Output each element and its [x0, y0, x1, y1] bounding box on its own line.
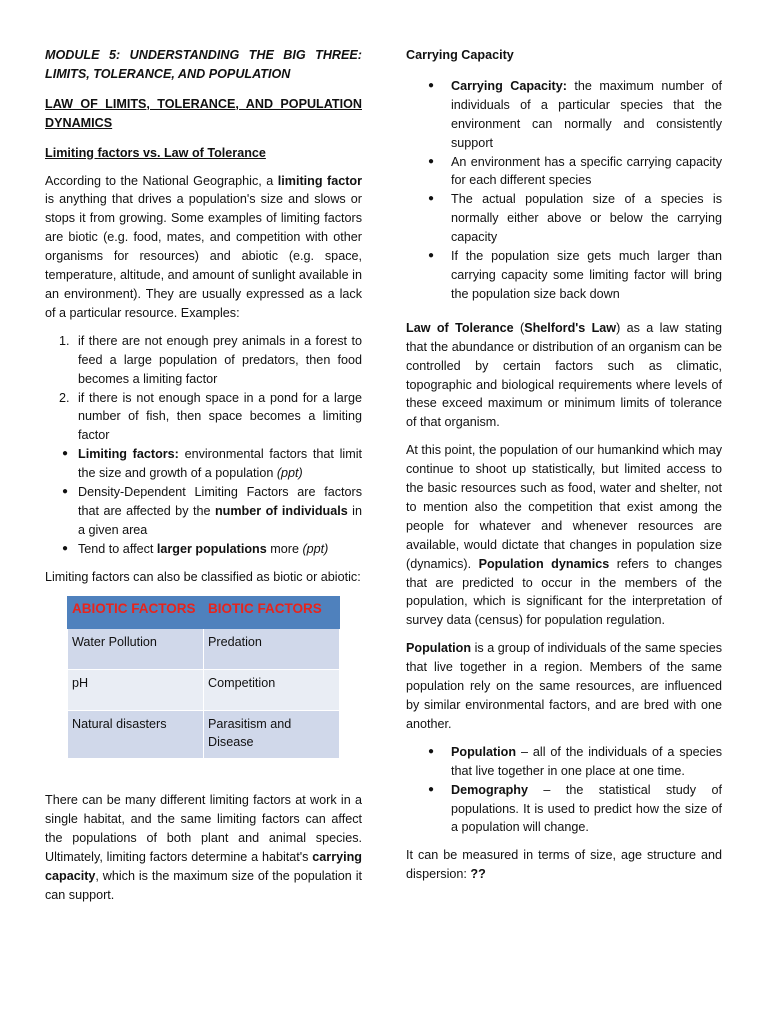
bullet-icon: ● — [62, 448, 69, 460]
bullet-icon: ● — [428, 155, 435, 167]
closing-paragraph: There can be many different limiting factors at work in a single habitat, and the same limiting factors can affect the populations of both plant and animal species. Ultimately, limiting factors determine a habitat's carrying capacity, which is the maximum size of the population it can support. — [45, 793, 362, 902]
measured-paragraph: It can be measured in terms of size, age structure and dispersion: ?? — [406, 848, 722, 882]
factors-table — [67, 596, 340, 760]
table-cell: Water Pollution — [68, 628, 204, 669]
table-header-biotic: BIOTIC FACTORS — [204, 596, 340, 628]
table-intro: Limiting factors can also be classified as biotic or abiotic: — [45, 569, 361, 584]
list-item: 2. if there is not enough space in a pond for a large number of fish, then space becomes a limiting factor — [59, 390, 362, 443]
list-item: ● If the population size gets much larger than carrying capacity some limiting factor will bring the population size back down — [428, 249, 722, 301]
list-item: ● Tend to affect larger populations more (ppt) — [45, 540, 362, 559]
list-item: ● Limiting factors: environmental factors that limit the size and growth of a population (ppt) — [62, 447, 362, 481]
list-item: ● Carrying Capacity: the maximum number of individuals of a particular species that the environment can normally and consistently support — [428, 78, 722, 150]
table-cell: Parasitism and Disease — [204, 710, 340, 759]
bullet-icon: ● — [62, 486, 69, 498]
list-item: ● The actual population size of a species is normally either above or below the carrying capacity — [428, 192, 722, 245]
bullet-icon: ● — [428, 79, 435, 91]
list-item: ● Density-Dependent Limiting Factors are factors that are affected by the number of individuals in a given area — [62, 485, 362, 537]
table-header-abiotic: ABIOTIC FACTORS — [68, 596, 204, 628]
module-title: MODULE 5: UNDERSTANDING THE BIG THREE: LIMITS, TOLERANCE, AND POPULATION — [45, 48, 362, 81]
law-title: LAW OF LIMITS, TOLERANCE, AND POPULATION DYNAMICS — [45, 96, 362, 130]
humankind-paragraph: At this point, the population of our humankind which may continue to shoot up statistically, but limited access to the basic resources such as food, water and shelter, not to mention also the competition that exist among the people for whatever and whenever resources are available, would dictate that changes in population size (dynamics). Population dynamics refers to changes that are predicted to occur in the members of the population, which is significant for the interpretation of survey data (census) for population regulation. — [406, 443, 723, 628]
carrying-capacity-bullets — [406, 77, 722, 304]
bullet-icon: ● — [428, 745, 435, 757]
population-bullets — [406, 743, 722, 838]
examples-list — [45, 332, 362, 445]
bullet-icon: ● — [428, 193, 435, 205]
limiting-bullets — [45, 445, 362, 558]
table-cell: Competition — [204, 669, 340, 710]
table-row — [68, 669, 340, 710]
list-item: 1. if there are not enough prey animals in a forest to feed a large population of predators, then food becomes a limiting factor — [59, 333, 362, 386]
list-item: ● An environment has a specific carrying capacity for each different species — [428, 154, 722, 188]
tolerance-paragraph: Law of Tolerance (Shelford's Law) as a law stating that the abundance or distribution of an organism can be controlled by certain factors such as climatic, topographic and biological requirements where levels of these exceed maximum or minimum limits of tolerance of that organism. — [406, 320, 722, 430]
left-column — [45, 46, 362, 914]
intro-paragraph: According to the National Geographic, a limiting factor is anything that drives a population's size and slows or stops it from growing. Some examples of limiting factors are biotic (e.g. food, mates, and competition with other organisms for resources) and abiotic (e.g. space, temperature, altitude, and amount of sunlight available in an environment). They are usually expressed as a lack of a particular resource. Examples: — [45, 173, 362, 320]
bullet-icon: ● — [428, 783, 435, 795]
table-cell: Predation — [204, 628, 340, 669]
right-column — [406, 46, 722, 893]
section-subheading: Limiting factors vs. Law of Tolerance — [45, 145, 266, 160]
table-row — [68, 628, 340, 669]
list-item: ● Demography – the statistical study of populations. It is used to predict how the size of a population will change. — [428, 782, 722, 835]
bullet-icon: ● — [428, 250, 435, 262]
list-item: ● Population – all of the individuals of a species that live together in one place at one time. — [428, 744, 722, 778]
carrying-capacity-heading: Carrying Capacity — [406, 48, 514, 62]
population-paragraph: Population is a group of individuals of the same species that live together in a region. Members of the same population rely on the same resources, are influenced by similar environmental factors, and are bred with one another. — [406, 641, 722, 731]
bullet-icon: ● — [62, 542, 69, 554]
table-cell: Natural disasters — [68, 710, 204, 759]
table-row — [68, 710, 340, 759]
table-cell: pH — [68, 669, 204, 710]
